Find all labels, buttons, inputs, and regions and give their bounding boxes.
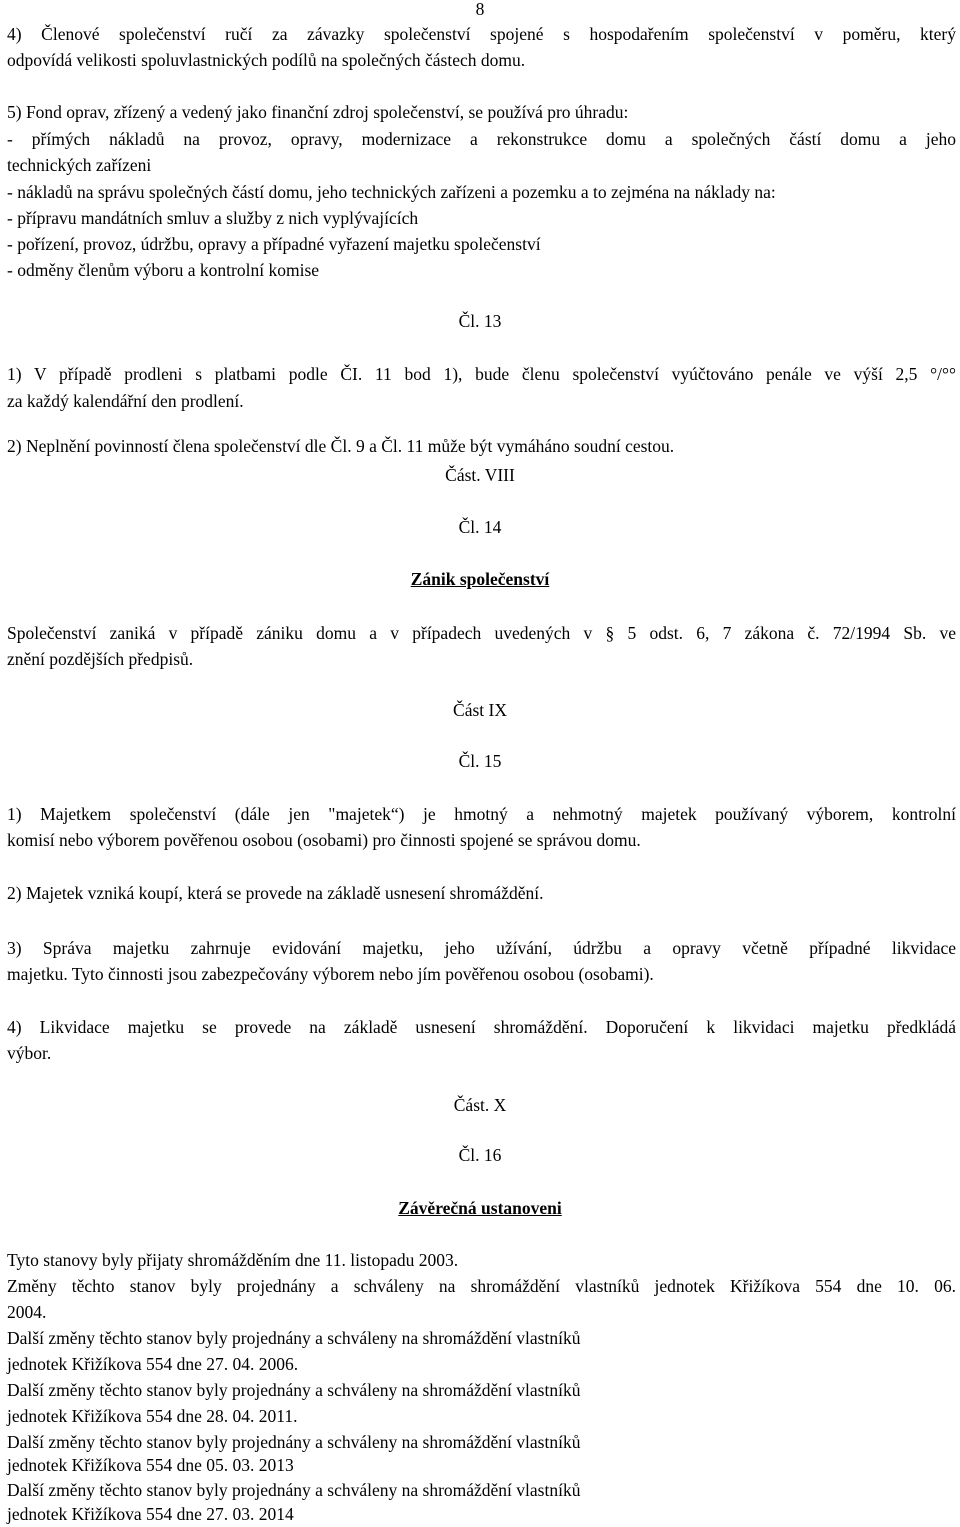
cast-viii-heading: Část. VIII: [445, 465, 515, 485]
cl16-line9: jednotek Křižíkova 554 dne 05. 03. 2013: [7, 1455, 294, 1475]
cl16-line1: Tyto stanovy byly přijaty shromážděním dne 11. listopadu 2003.: [7, 1250, 459, 1270]
cl15-p1-line2: komisí nebo výborem pověřenou osobou (osobami) pro činnosti spojené se správou domu.: [7, 830, 641, 850]
cl14-heading: Čl. 14: [458, 517, 502, 537]
cast-ix-heading: Část IX: [453, 700, 507, 720]
cl16-line2: Změny těchto stanov byly projednány a schváleny na shromáždění vlastníků jednotek Křižíkova 554 dne 10. 06.: [7, 1276, 956, 1296]
cl14-title: Zánik společenství: [410, 569, 550, 589]
page-number: 8: [475, 0, 485, 19]
cl16-line11: jednotek Křižíkova 554 dne 27. 03. 2014: [7, 1504, 294, 1524]
para5-line7: - odměny členům výboru a kontrolní komise: [7, 260, 320, 280]
cl14-line1: Společenství zaniká v případě zániku domu a v případech uvedených v § 5 odst. 6, 7 zákona č. 72/1994 Sb. ve: [7, 623, 956, 643]
cl15-p4-line2: výbor.: [7, 1043, 52, 1063]
cl15-p2: 2) Majetek vzniká koupí, která se provede na základě usnesení shromáždění.: [7, 883, 544, 903]
cl13-p1-line1: 1) V případě prodleni s platbami podle ČI. 11 bod 1), bude členu společenství vyúčtováno penále ve výší 2,5 °/°°: [7, 364, 956, 384]
cl13-p2: 2) Neplnění povinností člena společenství dle Čl. 9 a Čl. 11 může být vymáháno soudní cestou.: [7, 436, 675, 456]
cl15-p1-line1: 1) Majetkem společenství (dále jen "majetek“) je hmotný a nehmotný majetek používaný výborem, kontrolní: [7, 804, 956, 824]
cl16-line10: Další změny těchto stanov byly projednány a schváleny na shromáždění vlastníků: [7, 1480, 581, 1500]
cl13-heading: Čl. 13: [458, 311, 502, 331]
cl15-heading: Čl. 15: [458, 751, 502, 771]
cl16-line6: Další změny těchto stanov byly projednány a schváleny na shromáždění vlastníků: [7, 1380, 581, 1400]
cl13-p1-line2: za každý kalendářní den prodlení.: [7, 391, 244, 411]
para5-line3: technických zařízeni: [7, 155, 152, 175]
para5-line2: - přímých nákladů na provoz, opravy, modernizace a rekonstrukce domu a společných částí domu a jeho: [7, 129, 956, 149]
cl16-title: Závěrečná ustanoveni: [398, 1198, 562, 1218]
cl16-line5: jednotek Křižíkova 554 dne 27. 04. 2006.: [7, 1354, 299, 1374]
cl16-line7: jednotek Křižíkova 554 dne 28. 04. 2011.: [7, 1406, 298, 1426]
cl15-p4-line1: 4) Likvidace majetku se provede na základě usnesení shromáždění. Doporučení k likvidaci majetku předkládá: [7, 1017, 956, 1037]
cl15-p3-line1: 3) Správa majetku zahrnuje evidování majetku, jeho užívání, údržbu a opravy včetně případné likvidace: [7, 938, 956, 958]
para4-line2: odpovídá velikosti spoluvlastnických podílů na společných částech domu.: [7, 50, 526, 70]
para4-line1: 4) Členové společenství ručí za závazky společenství spojené s hospodařením společenství v poměru, který: [7, 24, 956, 44]
para5-line5: - přípravu mandátních smluv a služby z nich vyplývajících: [7, 208, 419, 228]
cl16-line3: 2004.: [7, 1302, 47, 1322]
cast-x-heading: Část. X: [453, 1095, 507, 1115]
cl15-p3-line2: majetku. Tyto činnosti jsou zabezpečovány výborem nebo jím pověřenou osobou (osobami).: [7, 964, 654, 984]
para5-line1: 5) Fond oprav, zřízený a vedený jako finanční zdroj společenství, se používá pro úhradu:: [7, 102, 629, 122]
cl16-heading: Čl. 16: [458, 1145, 502, 1165]
para5-line6: - pořízení, provoz, údržbu, opravy a případné vyřazení majetku společenství: [7, 234, 541, 254]
cl16-line4: Další změny těchto stanov byly projednány a schváleny na shromáždění vlastníků: [7, 1328, 581, 1348]
cl14-line2: znění pozdějších předpisů.: [7, 649, 194, 669]
cl16-line8: Další změny těchto stanov byly projednány a schváleny na shromáždění vlastníků: [7, 1432, 581, 1452]
para5-line4: - nákladů na správu společných částí domu, jeho technických zařízeni a pozemku a to zejména na náklady na:: [7, 182, 776, 202]
